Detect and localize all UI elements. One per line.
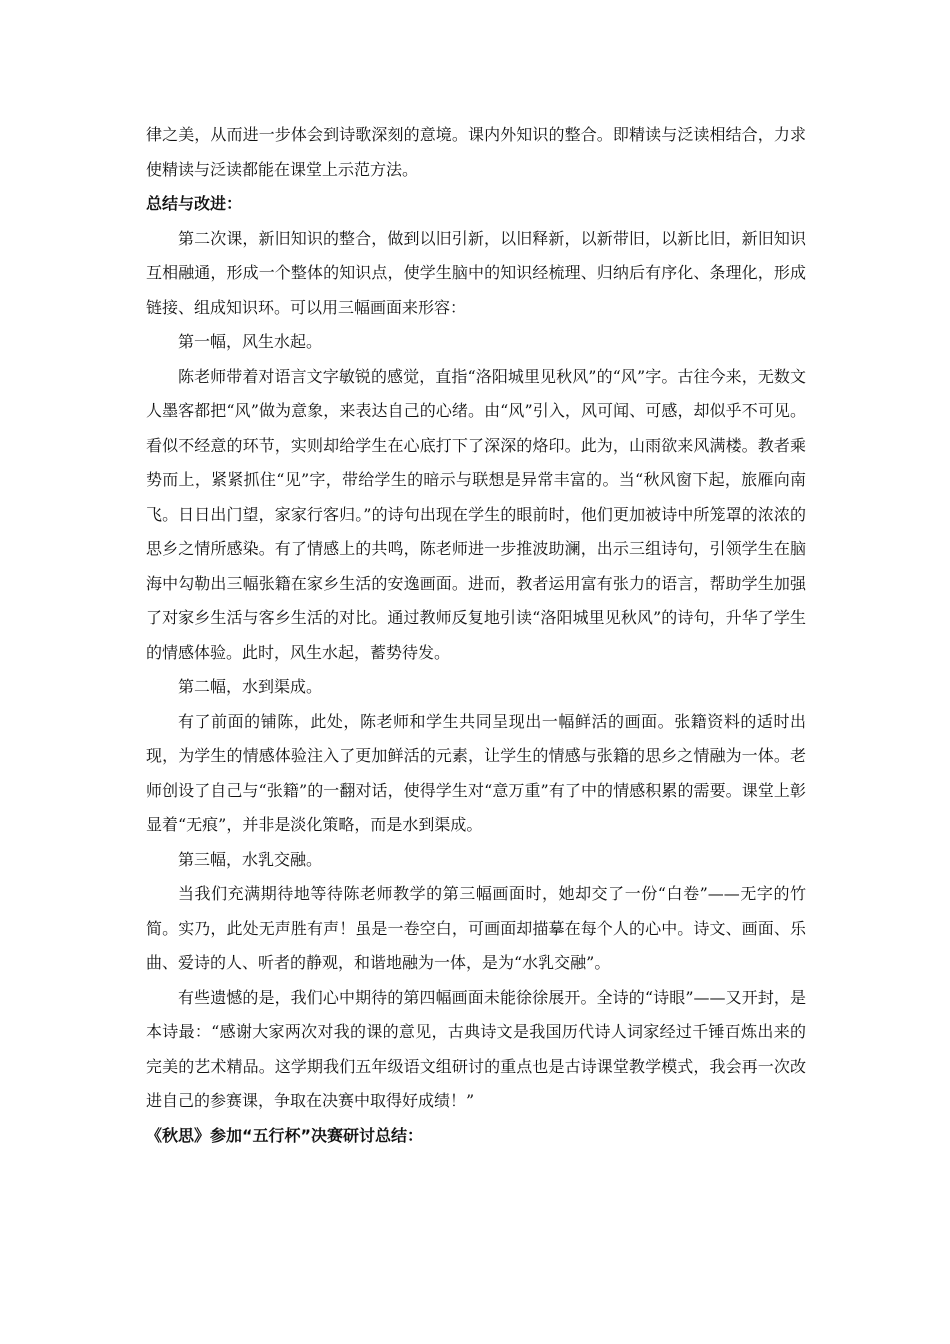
paragraph-regret: 有些遗憾的是，我们心中期待的第四幅画面未能徐徐展开。全诗的“诗眼”——又开封，是本诗最：“感谢大家两次对我的课的意见，古典诗文是我国历代诗人词家经过千锤百炼出来的完美的艺术精品。这学期我们五年级语文组研讨的重点也是古诗课堂教学模式，我会再一次改进自己的参赛课，争取在决赛中取得好成绩！” [146,987,806,1110]
subheading-first-scene: 第一幅，风生水起。 [178,332,323,351]
subheading-second-scene: 第二幅，水到渠成。 [178,677,323,696]
paragraph-first-scene: 陈老师带着对语言文字敏锐的感觉，直指“洛阳城里见秋风”的“风”字。古往今来，无数文人墨客都把“风”做为意象，来表达自己的心绪。由“风”引入，风可闻、可感，却似乎不可见。看似不经意的环节，实则却给学生在心底打下了深深的烙印。此为，山雨欲来风满楼。教者乘势而上，紧紧抓住“见”字，带给学生的暗示与联想是异常丰富的。当“秋风窗下起，旅雁向南飞。日日出门望，家家行客归。”的诗句出现在学生的眼前时，他们更加被诗中所笼罩的浓浓的思乡之情所感染。有了情感上的共鸣，陈老师进一步推波助澜，出示三组诗句，引领学生在脑海中勾勒出三幅张籍在家乡生活的安逸画面。进而，教者运用富有张力的语言，帮助学生加强了对家乡生活与客乡生活的对比。通过教师反复地引读“洛阳城里见秋风”的诗句，升华了学生的情感体验。此时，风生水起，蓄势待发。 [146,366,806,662]
document-body [146,118,806,1153]
paragraph-second-scene: 有了前面的铺陈，此处，陈老师和学生共同呈现出一幅鲜活的画面。张籍资料的适时出现，为学生的情感体验注入了更加鲜活的元素，让学生的情感与张籍的思乡之情融为一体。老师创设了自己与“张籍”的一翻对话，使得学生对“意万重”有了中的情感积累的需要。课堂上彰显着“无痕”，并非是淡化策略，而是水到渠成。 [146,711,806,834]
paragraph-third-scene: 当我们充满期待地等待陈老师教学的第三幅画面时，她却交了一份“白卷”——无字的竹简。实乃，此处无声胜有声！虽是一卷空白，可画面却描摹在每个人的心中。诗文、画面、乐曲、爱诗的人、听者的静观，和谐地融为一体，是为“水乳交融”。 [146,884,806,972]
paragraph-intro: 律之美，从而进一步体会到诗歌深刻的意境。课内外知识的整合。即精读与泛读相结合，力求使精读与泛读都能在课堂上示范方法。 [146,125,806,179]
heading-final-summary: 《秋思》参加“五行杯”决赛研讨总结： [146,1125,424,1145]
heading-summary: 总结与改进： [146,194,243,213]
subheading-third-scene: 第三幅，水乳交融。 [178,849,323,869]
paragraph-second-lesson: 第二次课，新旧知识的整合，做到以旧引新，以旧释新，以新带旧，以新比旧，新旧知识互相融通，形成一个整体的知识点，使学生脑中的知识经梳理、归纳后有序化、条理化，形成链接、组成知识环。可以用三幅画面来形容： [146,228,806,317]
